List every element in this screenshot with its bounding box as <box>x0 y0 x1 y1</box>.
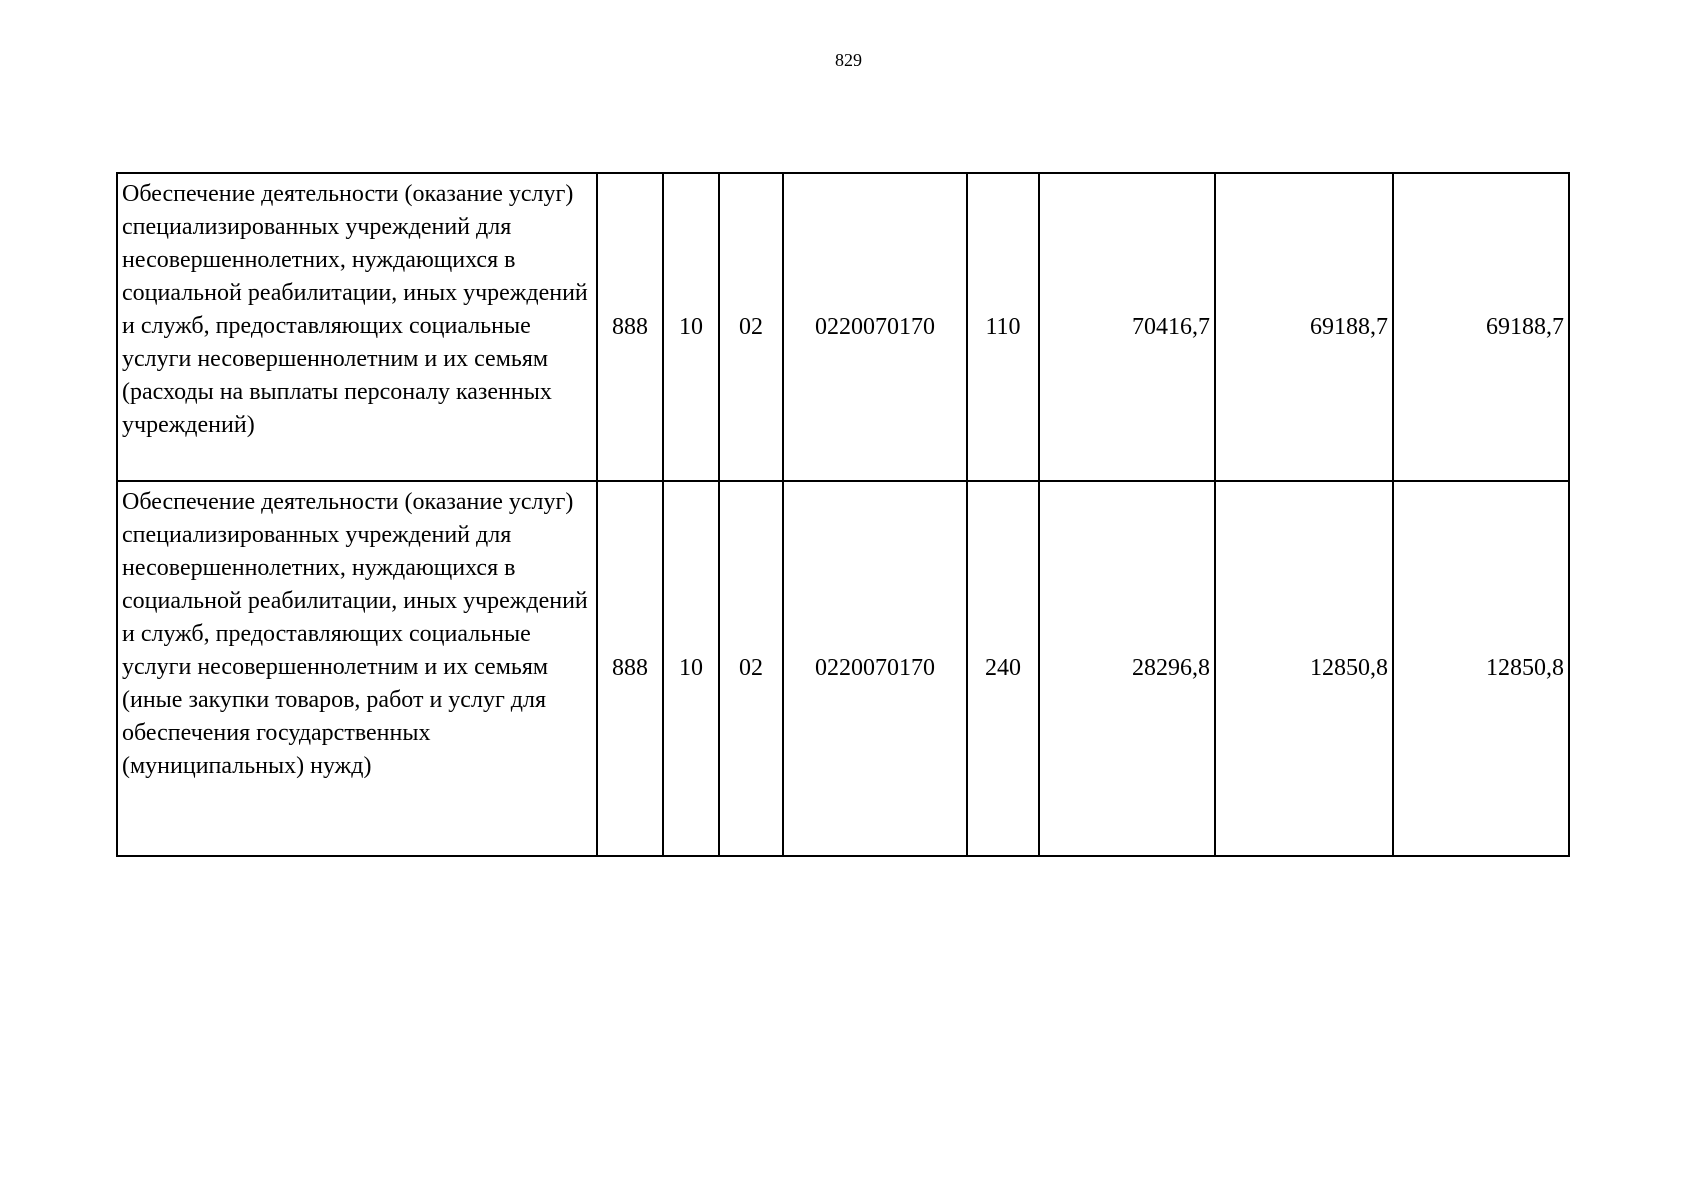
section-code-cell: 10 <box>663 173 719 481</box>
subsection-code-cell: 02 <box>719 481 783 856</box>
ministry-code-cell: 888 <box>597 481 663 856</box>
budget-table <box>116 172 1570 857</box>
table-row <box>117 481 1569 856</box>
amount-2-cell: 12850,8 <box>1215 481 1393 856</box>
amount-1-cell: 28296,8 <box>1039 481 1215 856</box>
description-cell: Обеспечение деятельности (оказание услуг) специализированных учреждений для несовершеннолетних, нуждающихся в социальной реабилитации, иных учреждений и служб, предоставляющих социальные услуги несовершеннолетним и их семьям (иные закупки товаров, работ и услуг для обеспечения государственных (муниципальных) нужд) <box>117 481 597 856</box>
subsection-code-cell: 02 <box>719 173 783 481</box>
target-article-cell: 0220070170 <box>783 173 967 481</box>
table-row <box>117 173 1569 481</box>
amount-1-cell: 70416,7 <box>1039 173 1215 481</box>
expense-type-cell: 240 <box>967 481 1039 856</box>
amount-2-cell: 69188,7 <box>1215 173 1393 481</box>
page-number: 829 <box>835 50 862 70</box>
expense-type-cell: 110 <box>967 173 1039 481</box>
amount-3-cell: 69188,7 <box>1393 173 1569 481</box>
target-article-cell: 0220070170 <box>783 481 967 856</box>
description-cell: Обеспечение деятельности (оказание услуг) специализированных учреждений для несовершеннолетних, нуждающихся в социальной реабилитации, иных учреждений и служб, предоставляющих социальные услуги несовершеннолетним и их семьям (расходы на выплаты персоналу казенных учреждений) <box>117 173 597 481</box>
amount-3-cell: 12850,8 <box>1393 481 1569 856</box>
ministry-code-cell: 888 <box>597 173 663 481</box>
section-code-cell: 10 <box>663 481 719 856</box>
